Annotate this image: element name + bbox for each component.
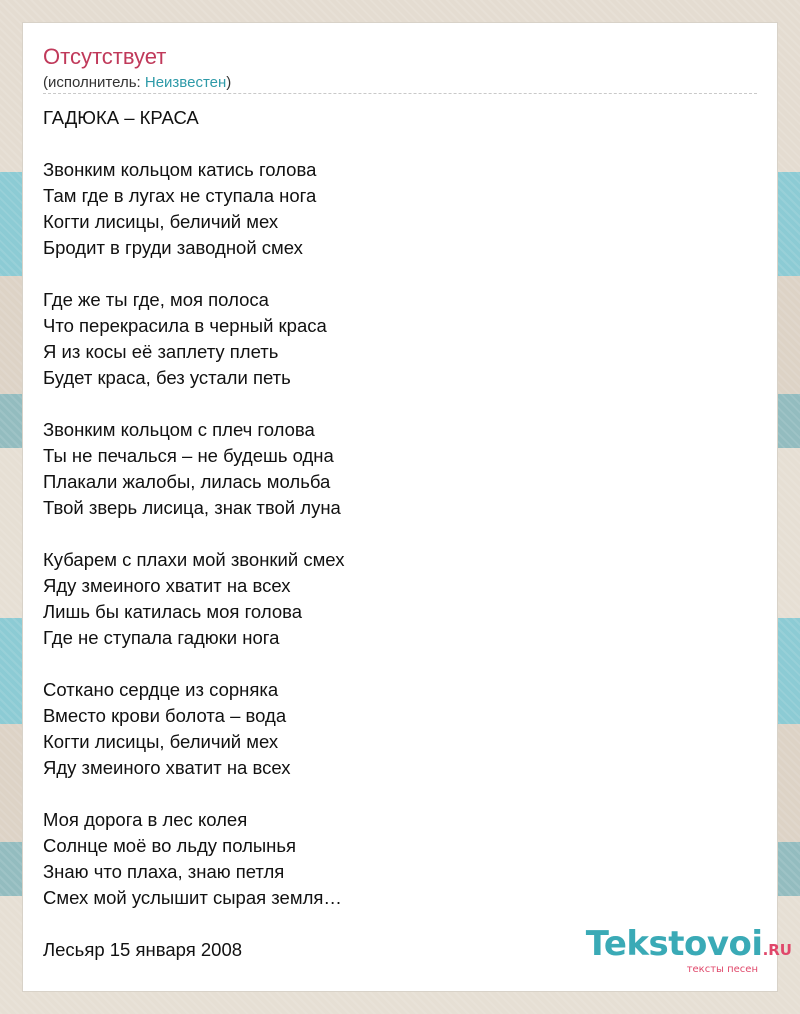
lyrics-line: Будет краса, без устали петь [43,367,291,388]
artist-link[interactable]: Неизвестен [144,74,227,91]
lyrics-line: Лишь бы катилась моя голова [43,601,303,622]
lyrics-line: Лесьяр 15 января 2008 [43,939,243,960]
blank-line [43,651,743,677]
lyrics-line: Звонким кольцом с плеч голова [43,419,315,440]
lyrics-line: Знаю что плаха, знаю петля [43,861,285,882]
logo-tagline: тексты песен [686,964,758,975]
lyrics-line: Звонким кольцом катись голова [43,159,317,180]
blank-line [43,261,743,287]
lyrics-line: Где не ступала гадюки нога [43,627,280,648]
lyrics-line: Я из косы её заплету плеть [43,341,279,362]
lyrics-line: Ты не печалься – не будешь одна [43,445,334,466]
lyrics-line: Что перекрасила в черный краса [43,315,327,336]
artist-line [43,73,231,93]
artist-suffix: ) [226,74,232,91]
lyrics-line: Где же ты где, моя полоса [43,289,269,310]
lyrics-line: Там где в лугах не ступала нога [43,185,317,206]
lyrics-line: Смех мой услышит сырая земля… [43,887,342,908]
lyrics-line: Когти лисицы, беличий мех [43,731,279,752]
lyrics-card [22,22,778,992]
logo-brand: Tekstovoi [585,924,763,964]
logo-wordmark [572,926,792,968]
lyrics-line: Солнце моё во льду полынья [43,835,297,856]
lyrics-line: Яду змеиного хватит на всех [43,757,291,778]
artist-prefix: (исполнитель: [43,74,145,91]
lyrics-line: Соткано сердце из сорняка [43,679,279,700]
song-title: Отсутствует [43,44,167,69]
lyrics-line: Плакали жалобы, лилась мольба [43,471,331,492]
blank-line [43,131,743,157]
lyrics-line: Вместо крови болота – вода [43,705,287,726]
logo-tld: .RU [762,941,792,959]
song-heading: ГАДЮКА – КРАСА [43,107,199,128]
lyrics-text [43,105,743,963]
lyrics-line: Яду змеиного хватит на всех [43,575,291,596]
blank-line [43,781,743,807]
blank-line [43,391,743,417]
site-logo[interactable] [572,926,792,976]
blank-line [43,521,743,547]
lyrics-line: Моя дорога в лес колея [43,809,248,830]
dashed-divider [43,93,757,94]
lyrics-line: Бродит в груди заводной смех [43,237,303,258]
lyrics-line: Кубарем с плахи мой звонкий смех [43,549,345,570]
lyrics-line: Когти лисицы, беличий мех [43,211,279,232]
lyrics-line: Твой зверь лисица, знак твой луна [43,497,341,518]
